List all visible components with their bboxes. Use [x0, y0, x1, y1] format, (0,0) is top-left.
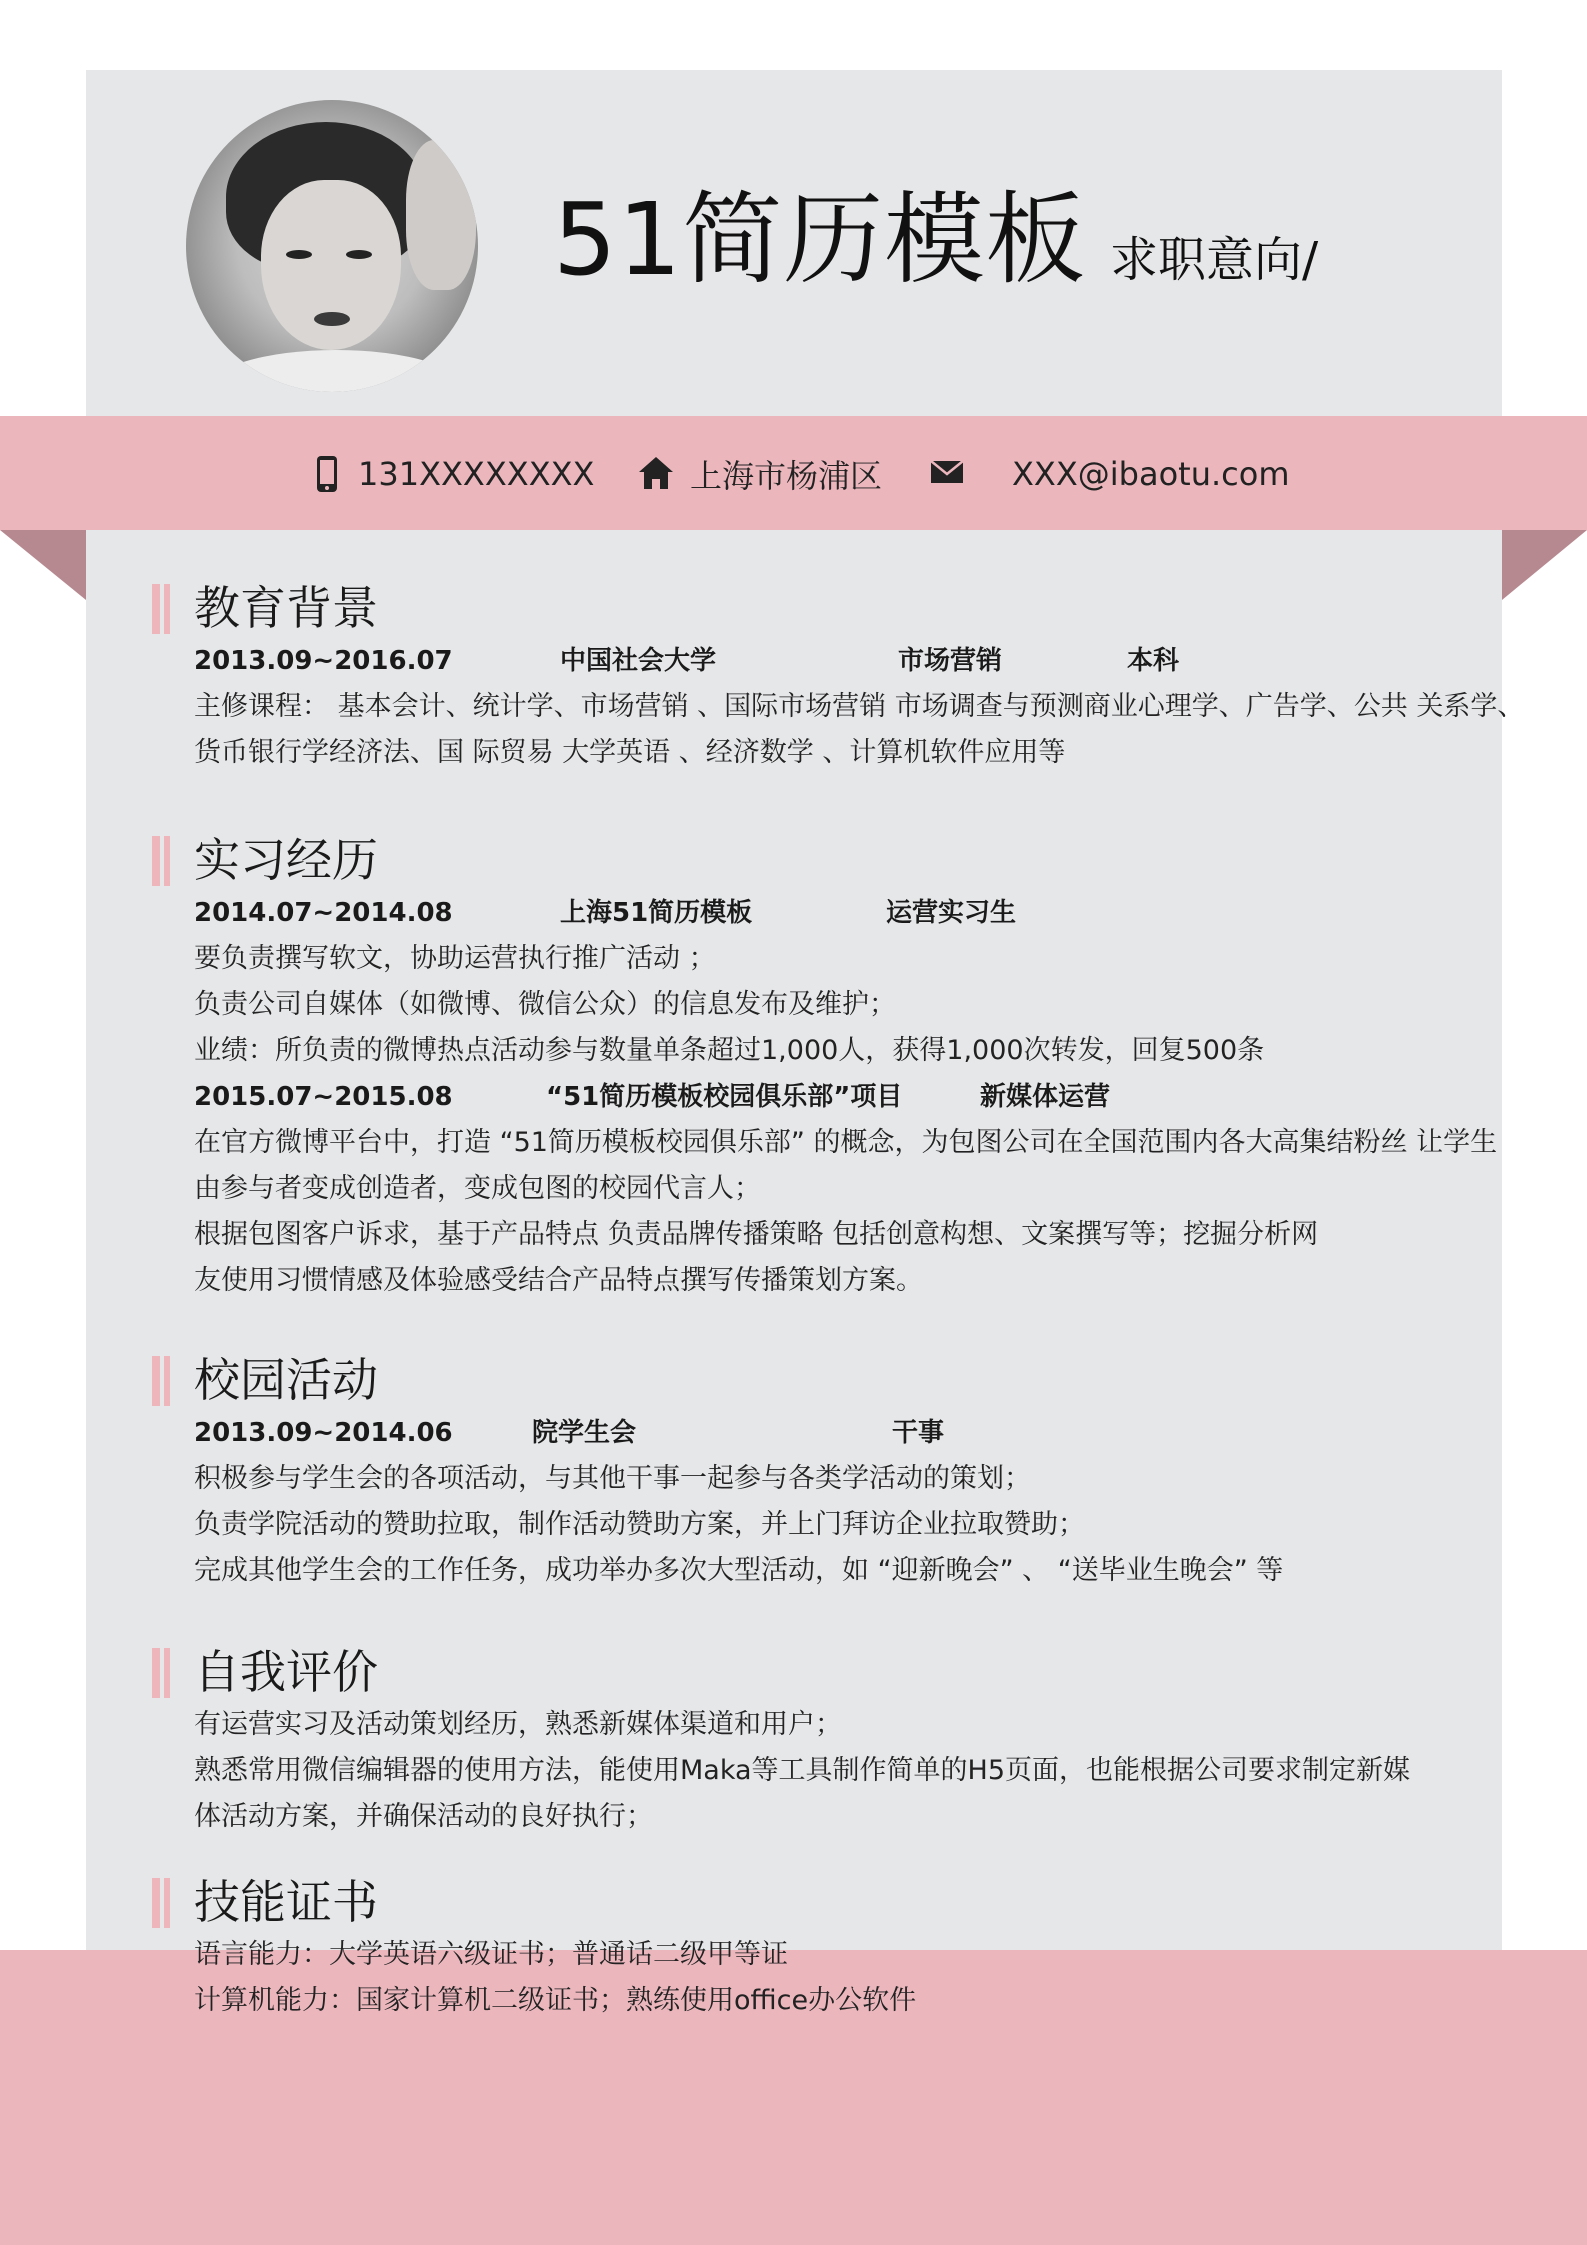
campus-role: 干事	[892, 1418, 945, 1448]
job-org: “51简历模板校园俱乐部”项目	[546, 1082, 903, 1112]
section-accent-bar	[152, 1356, 160, 1406]
contact-address: 上海市杨浦区	[690, 457, 883, 495]
section-title: 自我评价	[194, 1645, 378, 1699]
avatar	[186, 100, 478, 392]
job-line: 在官方微博平台中，打造 “51简历模板校园俱乐部” 的概念，为包图公司在全国范围内各大高集结粉丝 让学生	[194, 1127, 1498, 1158]
skills-line: 语言能力：大学英语六级证书；普通话二级甲等证	[194, 1939, 788, 1970]
contact-email: XXX@ibaotu.com	[1012, 455, 1290, 493]
campus-line: 负责学院活动的赞助拉取，制作活动赞助方案，并上门拜访企业拉取赞助；	[194, 1509, 1085, 1540]
self-eval-line: 有运营实习及活动策划经历，熟悉新媒体渠道和用户；	[194, 1709, 842, 1740]
education-major: 市场营销	[898, 646, 1003, 676]
campus-period: 2013.09~2014.06	[194, 1418, 453, 1448]
section-skills	[152, 1872, 1502, 2024]
home-icon	[638, 456, 674, 494]
job-line: 根据包图客户诉求，基于产品特点 负责品牌传播策略 包括创意构想、文案撰写等；挖掘分析网	[194, 1219, 1319, 1250]
job-period: 2015.07~2015.08	[194, 1082, 453, 1112]
job-line: 友使用习惯情感及体验感受结合产品特点撰写传播策划方案。	[194, 1265, 923, 1296]
page-title: 51简历模板	[553, 181, 1087, 298]
job-org: 上海51简历模板	[560, 898, 753, 928]
job-intent: 求职意向/	[1110, 232, 1319, 288]
campus-org: 院学生会	[532, 1418, 637, 1448]
campus-row	[152, 1410, 1502, 1456]
section-accent-bar	[152, 1648, 160, 1698]
section-title: 技能证书	[194, 1875, 378, 1929]
job-line: 要负责撰写软文，协助运营执行推广活动 ；	[194, 943, 716, 974]
section-accent-bar	[164, 1648, 170, 1698]
internship-row	[152, 1074, 1502, 1120]
phone-icon	[316, 455, 338, 497]
education-degree: 本科	[1127, 646, 1180, 676]
job-role: 新媒体运营	[980, 1082, 1111, 1112]
contact-phone: 131XXXXXXXX	[358, 455, 595, 493]
section-title: 教育背景	[194, 581, 378, 635]
job-role: 运营实习生	[886, 898, 1017, 928]
section-accent-bar	[164, 836, 170, 886]
section-accent-bar	[164, 584, 170, 634]
section-title: 校园活动	[194, 1353, 378, 1407]
job-line: 负责公司自媒体（如微博、微信公众）的信息发布及维护；	[194, 989, 896, 1020]
campus-line: 完成其他学生会的工作任务，成功举办多次大型活动，如 “迎新晚会” 、 “送毕业生晚会” 等	[194, 1555, 1284, 1586]
self-eval-line: 熟悉常用微信编辑器的使用方法，能使用Maka等工具制作简单的H5页面，也能根据公司要求制定新媒	[194, 1755, 1411, 1786]
campus-line: 积极参与学生会的各项活动，与其他干事一起参与各类学活动的策划；	[194, 1463, 1031, 1494]
education-line: 主修课程： 基本会计、统计学、市场营销 、国际市场营销 市场调查与预测商业心理学、广告学、公共 关系学、	[194, 691, 1525, 722]
ribbon-fold-right	[1502, 530, 1587, 600]
skills-line: 计算机能力：国家计算机二级证书；熟练使用office办公软件	[194, 1985, 917, 2016]
section-accent-bar	[164, 1878, 170, 1928]
ribbon-fold-left	[0, 530, 86, 600]
section-accent-bar	[152, 836, 160, 886]
section-accent-bar	[152, 1878, 160, 1928]
mail-icon	[930, 460, 964, 488]
education-school: 中国社会大学	[560, 646, 717, 676]
section-accent-bar	[152, 584, 160, 634]
internship-row	[152, 890, 1502, 936]
section-education	[152, 578, 1525, 776]
job-line: 由参与者变成创造者，变成包图的校园代言人；	[194, 1173, 761, 1204]
job-line: 业绩：所负责的微博热点活动参与数量单条超过1,000人，获得1,000次转发，回复500条	[194, 1035, 1265, 1066]
section-accent-bar	[164, 1356, 170, 1406]
education-line: 货币银行学经济法、国 际贸易 大学英语 、经济数学 、计算机软件应用等	[194, 737, 1066, 768]
self-eval-line: 体活动方案，并确保活动的良好执行；	[194, 1801, 653, 1832]
section-self-eval	[152, 1642, 1502, 1840]
education-row	[152, 638, 1502, 684]
section-internship	[152, 830, 1502, 1304]
job-period: 2014.07~2014.08	[194, 898, 453, 928]
section-title: 实习经历	[194, 833, 378, 887]
education-period: 2013.09~2016.07	[194, 646, 453, 676]
section-campus	[152, 1350, 1502, 1594]
